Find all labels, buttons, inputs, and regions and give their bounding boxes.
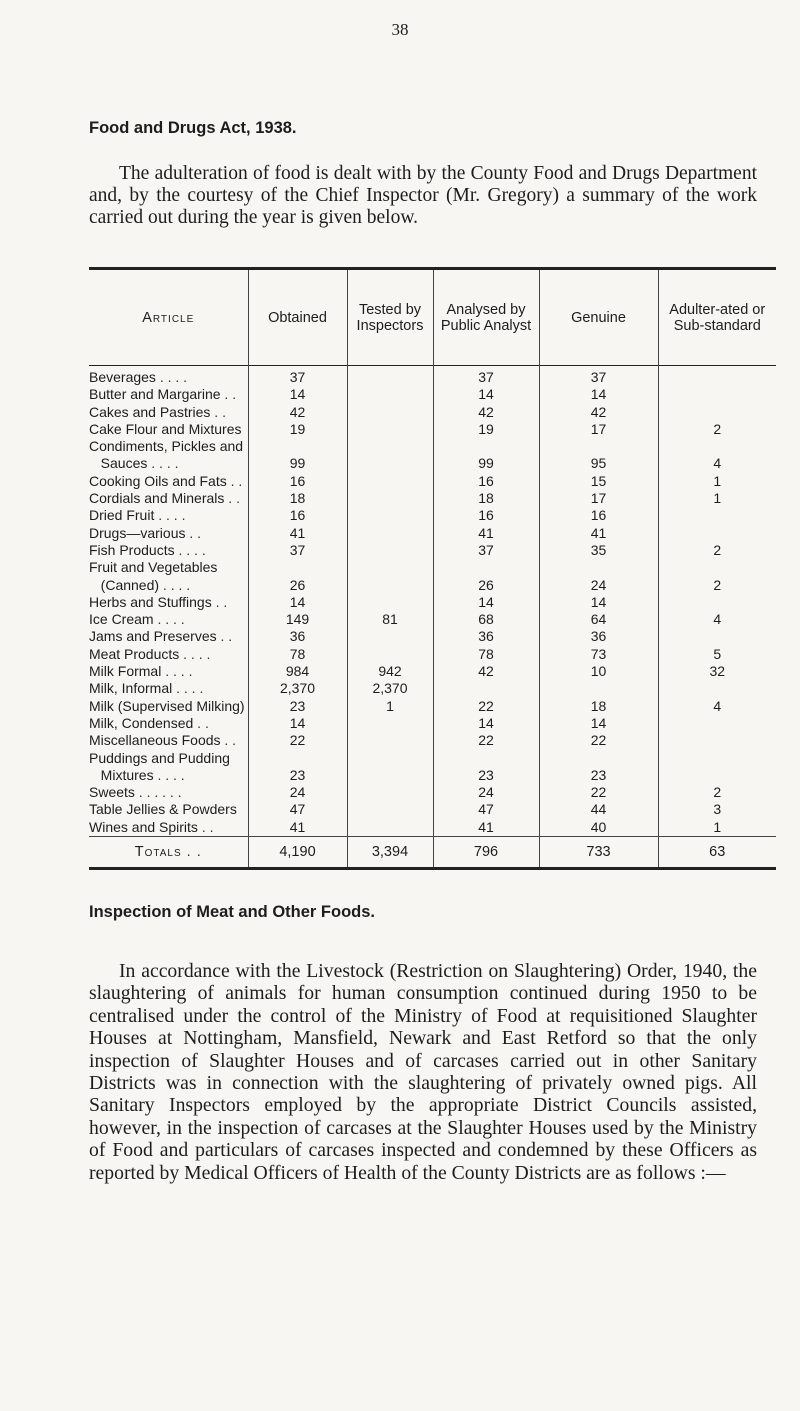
row-genuine: 95 <box>539 438 658 473</box>
table-row <box>89 611 776 628</box>
row-obtained: 149 <box>248 611 347 628</box>
row-obtained: 16 <box>248 507 347 524</box>
table-row <box>89 628 776 645</box>
row-dots: . . <box>220 386 237 403</box>
totals-tested: 3,394 <box>347 837 433 869</box>
row-analysed: 78 <box>433 646 539 663</box>
table-header-row <box>89 269 776 366</box>
row-article <box>89 715 248 732</box>
row-tested <box>347 404 433 421</box>
row-adulterated: 2 <box>658 542 776 559</box>
row-obtained: 42 <box>248 404 347 421</box>
row-dots: . . . . <box>179 645 211 662</box>
table-row <box>89 646 776 663</box>
meat-paragraph-text: In accordance with the Livestock (Restriction on Slaughtering) Order, 1940, the slaughtering of animals for human consumption continued during 1950 to be centralised under the control of the Ministry of Food at requisitioned Slaughter Houses at Nottingham, Mansfield, Newark and East Retford so that the only inspection of Slaughter Houses and of carcases carried out in other Sanitary Districts was in connection with the slaughtering of privately owned pigs. All Sanitary Inspectors employed by the appropriate District Councils assisted, however, in the inspection of carcases at the Slaughter Houses used by the Ministry of Food and particulars of carcases inspected and condemned by these Officers as reported by Medical Officers of Health of the County Districts are as follows :— <box>89 960 757 1184</box>
row-article-text-2: (Canned) <box>100 576 160 593</box>
row-article <box>89 366 248 387</box>
row-article <box>89 473 248 490</box>
row-dots: . . . . <box>153 611 185 628</box>
row-article <box>89 698 248 715</box>
row-article-text: Ice Cream <box>89 611 154 628</box>
row-adulterated: 2 <box>658 784 776 801</box>
row-dots: . . <box>193 714 209 731</box>
row-tested <box>347 542 433 559</box>
row-article <box>89 490 248 507</box>
row-tested <box>347 594 433 611</box>
row-tested <box>347 819 433 837</box>
table-row <box>89 784 776 801</box>
totals-label <box>89 837 248 869</box>
table-row <box>89 404 776 421</box>
row-dots: . . . . <box>153 766 185 783</box>
row-article-text: Drugs—various <box>89 524 186 541</box>
row-adulterated <box>658 386 776 403</box>
row-tested <box>347 473 433 490</box>
row-obtained: 2,370 <box>248 680 347 697</box>
row-tested <box>347 438 433 473</box>
row-article-text: Milk (Supervised Milking) <box>89 697 245 714</box>
section-heading-food-drugs: Food and Drugs Act, 1938. <box>89 119 297 137</box>
row-genuine: 44 <box>539 801 658 818</box>
intro-paragraph-text: The adulteration of food is dealt with by the County Food and Drugs Department and, by the courtesy of the Chief Inspector (Mr. Gregory) a summary of the work carried out during the year is given below. <box>89 163 757 228</box>
row-tested: 2,370 <box>347 680 433 697</box>
row-obtained: 14 <box>248 386 347 403</box>
section-heading-meat-inspection: Inspection of Meat and Other Foods. <box>89 903 376 921</box>
row-analysed: 22 <box>433 732 539 749</box>
row-genuine: 14 <box>539 594 658 611</box>
food-samples-table <box>89 267 776 870</box>
row-tested <box>347 559 433 594</box>
row-article-text: Dried Fruit <box>89 507 155 524</box>
row-article <box>89 404 248 421</box>
row-article-text: Milk, Condensed <box>89 714 194 731</box>
row-article-text-2: Sauces <box>100 455 148 472</box>
row-article <box>89 750 248 785</box>
row-genuine: 23 <box>539 750 658 785</box>
row-adulterated: 4 <box>658 698 776 715</box>
row-obtained: 24 <box>248 784 347 801</box>
row-dots: . . . . . . <box>134 784 182 801</box>
table-row <box>89 525 776 542</box>
row-article-text: Sweets <box>89 784 135 801</box>
table-row <box>89 490 776 507</box>
row-analysed: 68 <box>433 611 539 628</box>
row-obtained: 41 <box>248 525 347 542</box>
row-article-text: Condiments, Pickles and <box>89 438 244 455</box>
row-article <box>89 525 248 542</box>
row-article-text: Milk Formal <box>89 663 162 680</box>
row-analysed: 42 <box>433 663 539 680</box>
row-dots: . . <box>210 403 226 420</box>
row-obtained: 18 <box>248 490 347 507</box>
row-adulterated <box>658 680 776 697</box>
col-header-tested: Tested by Inspectors <box>347 269 433 366</box>
table-row <box>89 559 776 594</box>
row-article <box>89 611 248 628</box>
row-adulterated <box>658 507 776 524</box>
row-adulterated: 4 <box>658 611 776 628</box>
row-analysed: 42 <box>433 404 539 421</box>
table-row <box>89 386 776 403</box>
row-dots: . . <box>216 628 233 645</box>
row-article-text: Wines and Spirits <box>89 818 198 835</box>
row-adulterated <box>658 366 776 387</box>
row-tested: 1 <box>347 698 433 715</box>
row-genuine: 17 <box>539 490 658 507</box>
row-genuine: 22 <box>539 784 658 801</box>
row-article <box>89 663 248 680</box>
row-article <box>89 438 248 473</box>
table-row <box>89 438 776 473</box>
row-genuine: 17 <box>539 421 658 438</box>
table-row <box>89 366 776 387</box>
row-adulterated <box>658 525 776 542</box>
row-article <box>89 507 248 524</box>
row-article <box>89 732 248 749</box>
row-dots: . . . . <box>159 576 191 593</box>
row-article-text: Cakes and Pastries <box>89 403 211 420</box>
row-obtained: 78 <box>248 646 347 663</box>
table-row <box>89 819 776 837</box>
row-analysed: 36 <box>433 628 539 645</box>
row-dots: . . . . <box>155 369 188 385</box>
row-tested <box>347 750 433 785</box>
row-article-text-2: Mixtures <box>100 766 154 783</box>
table-row <box>89 680 776 697</box>
row-genuine: 16 <box>539 507 658 524</box>
table-row <box>89 732 776 749</box>
row-adulterated: 2 <box>658 559 776 594</box>
row-article-text: Puddings and Pudding <box>89 749 230 766</box>
row-adulterated <box>658 732 776 749</box>
table-row <box>89 473 776 490</box>
row-genuine: 64 <box>539 611 658 628</box>
row-adulterated <box>658 628 776 645</box>
row-dots: . . . . <box>174 541 206 558</box>
row-article <box>89 386 248 403</box>
row-obtained: 23 <box>248 698 347 715</box>
row-genuine <box>539 680 658 697</box>
row-obtained: 984 <box>248 663 347 680</box>
row-genuine: 15 <box>539 473 658 490</box>
row-article <box>89 628 248 645</box>
row-tested <box>347 386 433 403</box>
row-tested <box>347 646 433 663</box>
row-obtained: 99 <box>248 438 347 473</box>
row-analysed: 16 <box>433 473 539 490</box>
row-analysed: 24 <box>433 784 539 801</box>
row-adulterated <box>658 594 776 611</box>
table-row <box>89 750 776 785</box>
row-analysed: 47 <box>433 801 539 818</box>
row-obtained: 14 <box>248 715 347 732</box>
row-analysed: 22 <box>433 698 539 715</box>
row-analysed: 23 <box>433 750 539 785</box>
row-adulterated: 32 <box>658 663 776 680</box>
table-row <box>89 421 776 438</box>
row-dots: . . <box>220 732 237 749</box>
row-tested <box>347 366 433 387</box>
row-genuine: 24 <box>539 559 658 594</box>
row-dots: . . . . <box>154 507 186 524</box>
row-tested <box>347 784 433 801</box>
row-obtained: 41 <box>248 819 347 837</box>
row-article <box>89 421 248 438</box>
row-genuine: 73 <box>539 646 658 663</box>
row-article-text: Meat Products <box>89 645 180 662</box>
row-article <box>89 646 248 663</box>
row-obtained: 26 <box>248 559 347 594</box>
row-genuine: 42 <box>539 404 658 421</box>
table-row <box>89 801 776 818</box>
row-article-text: Cake Flour and Mixtures <box>89 420 242 437</box>
row-dots: . . <box>197 818 214 835</box>
row-article <box>89 784 248 801</box>
row-obtained: 37 <box>248 366 347 387</box>
row-adulterated <box>658 715 776 732</box>
table-row <box>89 594 776 611</box>
meat-paragraph <box>89 960 757 1184</box>
intro-paragraph <box>89 163 757 229</box>
row-adulterated: 5 <box>658 646 776 663</box>
row-article <box>89 680 248 697</box>
row-obtained: 47 <box>248 801 347 818</box>
row-genuine: 35 <box>539 542 658 559</box>
row-genuine: 18 <box>539 698 658 715</box>
row-obtained: 23 <box>248 750 347 785</box>
table-row <box>89 698 776 715</box>
row-article-text: Miscellaneous Foods <box>89 732 221 749</box>
col-header-article: Article <box>142 309 195 326</box>
table-row <box>89 507 776 524</box>
totals-analysed: 796 <box>433 837 539 869</box>
row-adulterated: 1 <box>658 473 776 490</box>
row-genuine: 40 <box>539 819 658 837</box>
col-header-genuine: Genuine <box>539 269 658 366</box>
row-genuine: 36 <box>539 628 658 645</box>
row-article <box>89 801 248 818</box>
page-number: 38 <box>391 20 409 39</box>
row-genuine: 22 <box>539 732 658 749</box>
row-analysed: 18 <box>433 490 539 507</box>
row-article-text: Cordials and Minerals <box>89 490 225 507</box>
row-article-text: Herbs and Stuffings <box>89 593 212 610</box>
row-tested <box>347 421 433 438</box>
row-article-text: Butter and Margarine <box>89 386 221 403</box>
row-obtained: 16 <box>248 473 347 490</box>
row-adulterated: 2 <box>658 421 776 438</box>
totals-obtained: 4,190 <box>248 837 347 869</box>
row-article-text: Fruit and Vegetables <box>89 559 218 576</box>
totals-label-text: Totals <box>134 844 182 861</box>
row-obtained: 36 <box>248 628 347 645</box>
row-adulterated: 1 <box>658 819 776 837</box>
row-tested <box>347 525 433 542</box>
row-analysed: 99 <box>433 438 539 473</box>
row-obtained: 14 <box>248 594 347 611</box>
row-tested: 942 <box>347 663 433 680</box>
row-analysed: 37 <box>433 366 539 387</box>
row-article <box>89 819 248 837</box>
row-adulterated <box>658 404 776 421</box>
row-tested <box>347 801 433 818</box>
row-tested <box>347 715 433 732</box>
totals-adulterated: 63 <box>658 837 776 869</box>
row-analysed: 14 <box>433 715 539 732</box>
totals-dots: . . <box>181 844 202 861</box>
col-header-analysed: Analysed by Public Analyst <box>433 269 539 366</box>
row-dots: . . <box>211 593 228 610</box>
table-row <box>89 715 776 732</box>
col-header-obtained: Obtained <box>248 269 347 366</box>
row-dots: . . . . <box>161 663 193 680</box>
row-genuine: 14 <box>539 715 658 732</box>
row-genuine: 10 <box>539 663 658 680</box>
row-obtained: 22 <box>248 732 347 749</box>
row-analysed <box>433 680 539 697</box>
row-tested <box>347 732 433 749</box>
row-adulterated <box>658 750 776 785</box>
totals-row <box>89 837 776 869</box>
row-tested <box>347 628 433 645</box>
row-adulterated: 4 <box>658 438 776 473</box>
row-tested <box>347 507 433 524</box>
row-article-text: Jams and Preserves <box>89 628 217 645</box>
row-article-text: Cooking Oils and Fats <box>89 472 227 489</box>
row-dots: . . <box>185 524 202 541</box>
row-article <box>89 542 248 559</box>
row-dots: . . <box>224 490 240 507</box>
totals-genuine: 733 <box>539 837 658 869</box>
row-analysed: 14 <box>433 594 539 611</box>
row-adulterated: 1 <box>658 490 776 507</box>
row-adulterated: 3 <box>658 801 776 818</box>
row-genuine: 14 <box>539 386 658 403</box>
row-article <box>89 594 248 611</box>
table-row <box>89 542 776 559</box>
row-analysed: 41 <box>433 819 539 837</box>
row-dots: . . . . <box>147 455 179 472</box>
row-analysed: 41 <box>433 525 539 542</box>
row-analysed: 26 <box>433 559 539 594</box>
row-analysed: 14 <box>433 386 539 403</box>
row-analysed: 37 <box>433 542 539 559</box>
table-row <box>89 663 776 680</box>
row-analysed: 16 <box>433 507 539 524</box>
row-article-text: Fish Products <box>89 541 175 558</box>
row-article <box>89 559 248 594</box>
row-genuine: 41 <box>539 525 658 542</box>
row-obtained: 19 <box>248 421 347 438</box>
row-tested: 81 <box>347 611 433 628</box>
col-header-adulterated: Adulter-ated or Sub-standard <box>658 269 776 366</box>
row-analysed: 19 <box>433 421 539 438</box>
row-article-text: Milk, Informal <box>89 680 173 697</box>
row-tested <box>347 490 433 507</box>
row-article-text: Table Jellies & Powders <box>89 801 237 818</box>
row-dots: . . <box>226 472 243 489</box>
row-article-text: Beverages <box>89 369 156 385</box>
row-dots: . . . . <box>172 680 204 697</box>
row-genuine: 37 <box>539 366 658 387</box>
table-body <box>89 366 776 837</box>
row-obtained: 37 <box>248 542 347 559</box>
